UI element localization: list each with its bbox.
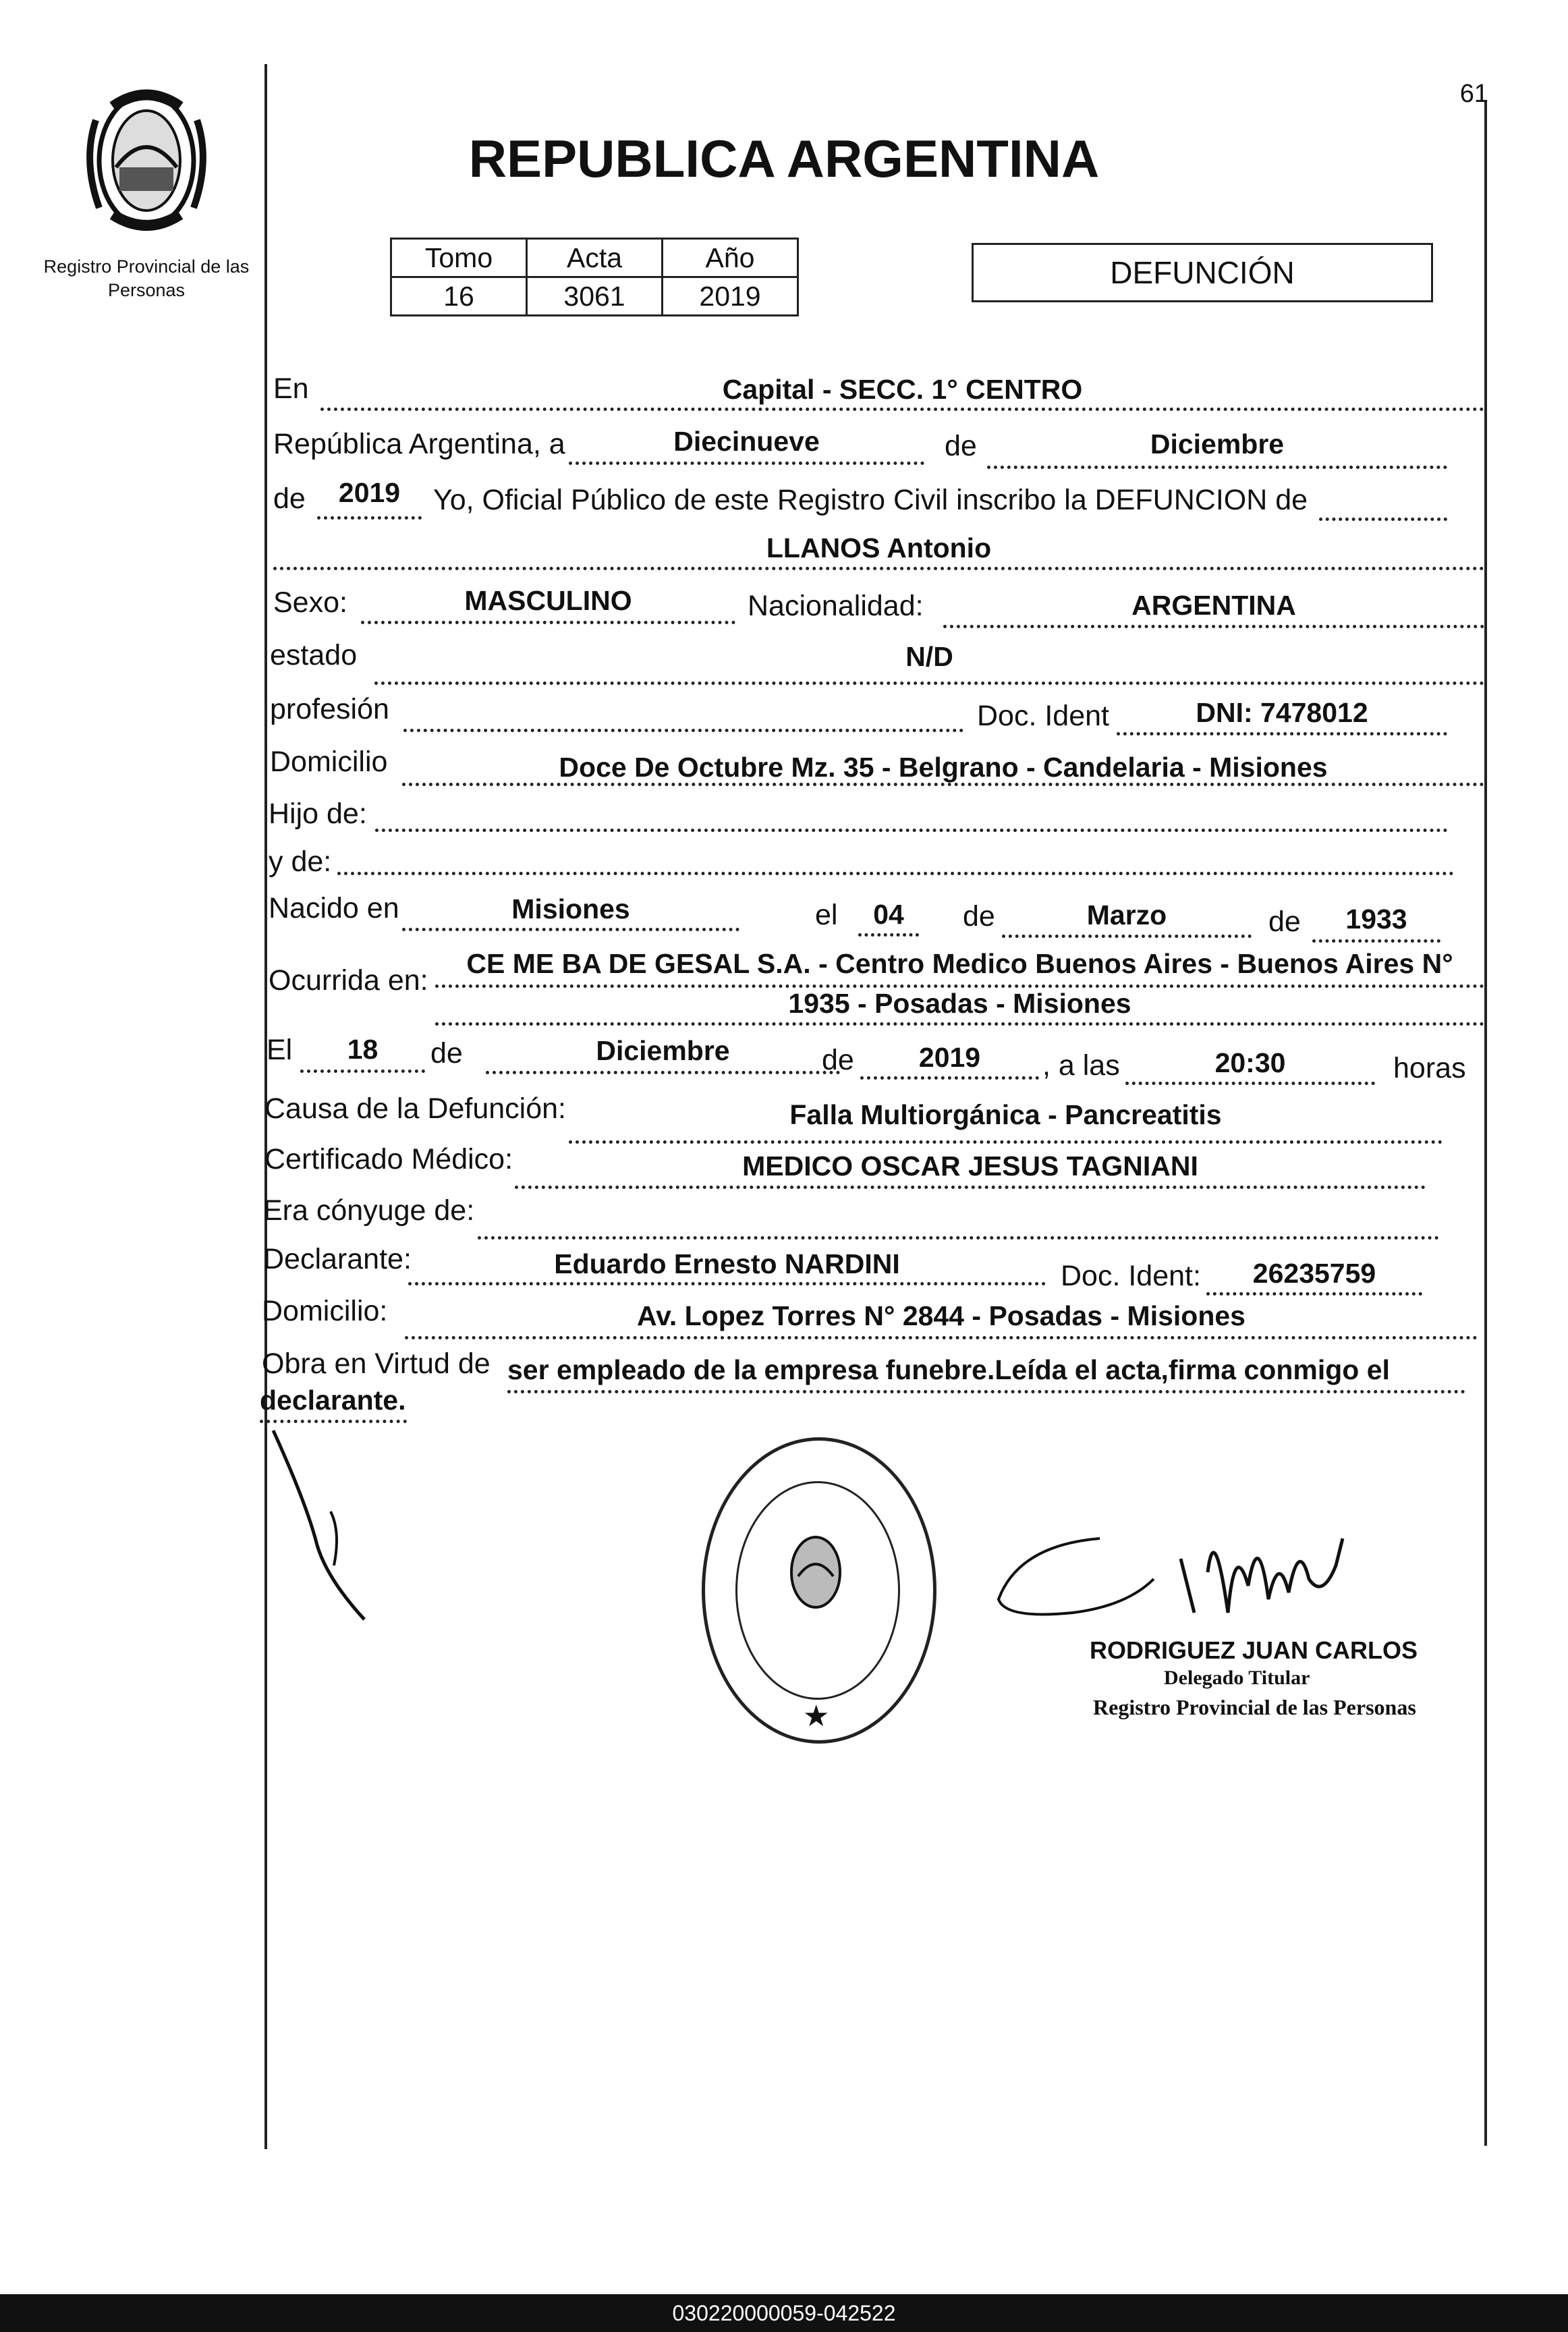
domicilio-value: Doce De Octubre Mz. 35 - Belgrano - Candelaria - Misiones	[559, 752, 1328, 783]
nac-year-dotline	[1312, 939, 1440, 943]
en-label: En	[273, 372, 309, 405]
nacido-label: Nacido en	[269, 892, 399, 924]
sexo-label: Sexo:	[273, 586, 347, 619]
conyuge-label: Era cónyuge de:	[263, 1194, 475, 1227]
causa-dotline	[569, 1140, 1443, 1144]
year-dotline	[317, 516, 422, 520]
nacionalidad-dotline	[943, 625, 1484, 628]
page-title: REPUBLICA ARGENTINA	[468, 129, 1100, 188]
document-code-footer: 030220000059-042522	[0, 2294, 1568, 2332]
obra-dotline-2	[260, 1420, 407, 1423]
nacido-dotline	[402, 928, 739, 931]
deceased-name: LLANOS Antonio	[766, 532, 992, 563]
ocurrida-dotline-2	[435, 1022, 1484, 1026]
fall-month-dotline	[486, 1071, 840, 1074]
en-value: Capital - SECC. 1° CENTRO	[722, 374, 1083, 405]
day-value: Diecinueve	[673, 426, 820, 457]
profesion-dotline	[403, 729, 963, 732]
nacido-value: Misiones	[511, 893, 630, 924]
nombre-dotline	[273, 567, 1484, 570]
sexo-value: MASCULINO	[464, 585, 632, 616]
obra-line2: declarante.	[260, 1385, 406, 1416]
nac-year-value: 1933	[1345, 904, 1407, 935]
value-anio: 2019	[663, 277, 798, 316]
month-dotline	[987, 466, 1447, 469]
domicilio-dotline	[402, 783, 1484, 786]
ocurrida-line1: CE ME BA DE GESAL S.A. - Centro Medico Buenos Aires - Buenos Aires N°	[466, 948, 1453, 979]
ocurrida-line2: 1935 - Posadas - Misiones	[788, 988, 1131, 1019]
certificado-value: MEDICO OSCAR JESUS TAGNIANI	[742, 1150, 1198, 1182]
sexo-dotline	[361, 621, 735, 624]
de-label-3: de	[1268, 906, 1301, 938]
decl-doc-label: Doc. Ident:	[1061, 1260, 1201, 1292]
fall-year-value: 2019	[918, 1042, 981, 1073]
value-tomo: 16	[391, 277, 527, 316]
causa-label: Causa de la Defunción:	[264, 1092, 567, 1125]
estado-value: N/D	[905, 641, 953, 672]
header-tomo: Tomo	[391, 239, 527, 277]
conyuge-dotline	[478, 1236, 1439, 1240]
profesion-label: profesión	[270, 693, 389, 725]
fall-month-value: Diciembre	[596, 1035, 730, 1066]
el2-label: El	[267, 1034, 293, 1066]
doc-ident-dotline	[1117, 732, 1447, 735]
value-acta: 3061	[527, 277, 663, 316]
fall-day-dotline	[300, 1070, 425, 1073]
nac-day-value: 04	[873, 899, 904, 930]
nac-month-dotline	[1002, 935, 1252, 938]
decl-doc-value: 26235759	[1252, 1258, 1376, 1289]
month-value: Diciembre	[1150, 428, 1285, 460]
yde-label: y de:	[269, 845, 332, 878]
en-dotline	[320, 408, 1484, 411]
inscribo-text: Yo, Oficial Público de este Registro Civil inscribo la DEFUNCION de	[433, 484, 1308, 516]
estado-dotline	[374, 682, 1484, 685]
header-acta: Acta	[527, 239, 663, 277]
de-label-4: de	[430, 1037, 463, 1070]
certificado-label: Certificado Médico:	[264, 1143, 513, 1175]
year-value: 2019	[338, 477, 401, 508]
page-number: 61	[1459, 80, 1488, 108]
decl-doc-dotline	[1206, 1292, 1422, 1296]
de-label-2: de	[963, 900, 995, 933]
obra-label: Obra en Virtud de	[262, 1348, 491, 1380]
fall-time-value: 20:30	[1214, 1047, 1286, 1078]
hijo-dotline	[375, 829, 1448, 832]
fall-time-dotline	[1125, 1082, 1375, 1085]
domicilio2-value: Av. Lopez Torres N° 2844 - Posadas - Misiones	[637, 1300, 1245, 1331]
alas-label: , a las	[1042, 1049, 1120, 1082]
domicilio2-dotline	[405, 1336, 1478, 1339]
hijo-label: Hijo de:	[269, 798, 367, 830]
official-signature	[992, 1498, 1410, 1646]
obra-dotline-1	[507, 1390, 1465, 1393]
declarante-value: Eduardo Ernesto NARDINI	[554, 1248, 900, 1279]
estado-label: estado	[270, 639, 358, 671]
causa-value: Falla Multiorgánica - Pancreatitis	[789, 1099, 1222, 1130]
declarant-signature	[267, 1424, 401, 1626]
right-margin-line	[1484, 101, 1487, 2146]
signatory-role: Delegado Titular	[1164, 1667, 1310, 1689]
certificado-dotline	[515, 1186, 1426, 1189]
nacionalidad-label: Nacionalidad:	[748, 590, 924, 622]
republica-label: República Argentina, a	[273, 428, 565, 460]
doc-ident-label: Doc. Ident	[977, 700, 1109, 732]
domicilio2-label: Domicilio:	[262, 1295, 388, 1327]
doc-ident-value: DNI: 7478012	[1196, 697, 1368, 728]
fall-day-value: 18	[347, 1034, 379, 1065]
de-label-1: de	[945, 430, 977, 462]
nac-month-value: Marzo	[1086, 899, 1167, 931]
seal-star: ★	[803, 1700, 830, 1733]
ocurrida-label: Ocurrida en:	[269, 964, 428, 997]
document-type-box: DEFUNCIÓN	[972, 243, 1433, 302]
de-label-5: de	[822, 1044, 854, 1076]
signatory-office: Registro Provincial de las Personas	[1093, 1695, 1416, 1719]
tomo-acta-anio-table	[390, 238, 799, 316]
signatory-name: RODRIGUEZ JUAN CARLOS	[1090, 1636, 1418, 1664]
obra-line1: ser empleado de la empresa funebre.Leída el acta,firma conmigo el	[507, 1354, 1390, 1385]
declarante-dotline	[408, 1282, 1046, 1285]
fall-year-dotline	[860, 1076, 1039, 1080]
registry-label: Registro Provincial de las Personas	[43, 256, 250, 301]
inscribo-dotline	[1319, 518, 1447, 521]
nacionalidad-value: ARGENTINA	[1131, 590, 1296, 621]
header-anio: Año	[663, 239, 798, 277]
seal-emblem	[786, 1532, 845, 1613]
day-dotline	[569, 462, 924, 465]
el-label: el	[815, 899, 838, 931]
domicilio-label: Domicilio	[270, 746, 388, 778]
nac-day-dotline	[858, 933, 919, 937]
yde-dotline	[337, 872, 1454, 875]
declarante-label: Declarante:	[263, 1243, 412, 1275]
year-prefix: de	[273, 482, 306, 515]
horas-label: horas	[1393, 1052, 1466, 1084]
